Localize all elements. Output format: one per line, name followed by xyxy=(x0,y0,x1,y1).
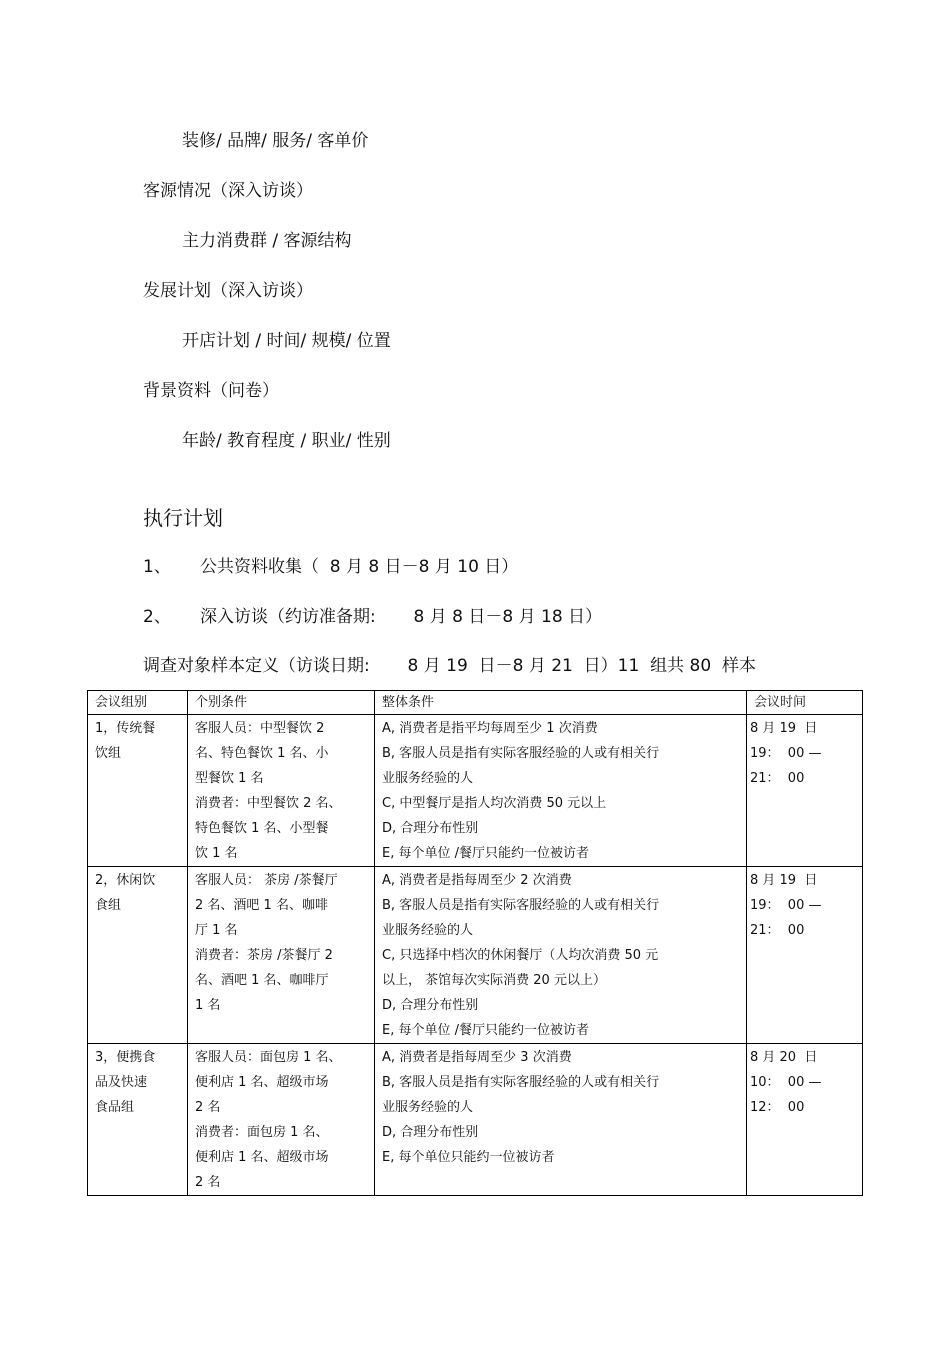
header-group: 会议组别 xyxy=(88,691,188,715)
group-cell-line: 食组 xyxy=(95,898,122,913)
overall-condition-cell-line: A, 消费者是指每周至少 3 次消费 xyxy=(382,1050,572,1065)
individual-condition-cell xyxy=(188,1044,375,1196)
individual-condition-cell-line: 2 名、酒吧 1 名、咖啡 xyxy=(195,898,328,913)
outline-line-4: 发展计划（深入访谈） xyxy=(143,281,313,301)
group-cell-line: 2，休闲饮 xyxy=(95,873,156,888)
meeting-time-cell-line: 21： 00 xyxy=(750,923,805,938)
individual-condition-cell xyxy=(188,867,375,1044)
outline-line-2: 客源情况（深入访谈） xyxy=(143,181,313,201)
header-overall: 整体条件 xyxy=(375,691,747,715)
individual-condition-cell-line: 客服人员：面包房 1 名、 xyxy=(195,1050,342,1065)
outline-line-5: 开店计划 / 时间/ 规模/ 位置 xyxy=(182,331,391,351)
group-cell-line: 3，便携食 xyxy=(95,1050,156,1065)
meeting-time-cell-line: 10： 00 — xyxy=(750,1075,822,1090)
overall-condition-cell-line: B, 客服人员是指有实际客服经验的人或有相关行 xyxy=(382,746,660,761)
individual-condition-cell-line: 厅 1 名 xyxy=(195,923,238,938)
individual-condition-cell-line: 饮 1 名 xyxy=(195,846,238,861)
meeting-time-cell-line: 8 月 19 日 xyxy=(750,873,818,888)
individual-condition-cell-line: 便利店 1 名、超级市场 xyxy=(195,1075,329,1090)
individual-condition-cell-line: 消费者：面包房 1 名、 xyxy=(195,1125,329,1140)
individual-condition-cell-line: 名、特色餐饮 1 名、小 xyxy=(195,746,329,761)
group-cell-line: 饮组 xyxy=(95,746,122,761)
table-row xyxy=(88,1044,863,1196)
individual-condition-cell-line: 名、酒吧 1 名、咖啡厅 xyxy=(195,973,329,988)
meeting-time-cell-line: 19： 00 — xyxy=(750,746,822,761)
outline-line-7: 年龄/ 教育程度 / 职业/ 性别 xyxy=(182,431,391,451)
table-row xyxy=(88,715,863,867)
group-cell-line: 品及快速 xyxy=(95,1075,148,1090)
overall-condition-cell xyxy=(375,867,747,1044)
individual-condition-cell-line: 消费者：中型餐饮 2 名、 xyxy=(195,796,342,811)
overall-condition-cell-line: 以上， 茶馆每次实际消费 20 元以上） xyxy=(382,973,606,988)
group-cell xyxy=(88,867,188,1044)
step-2-text: 深入访谈（约访准备期: 8 月 8 日－8 月 18 日） xyxy=(200,607,603,627)
individual-condition-cell-line: 便利店 1 名、超级市场 xyxy=(195,1150,329,1165)
meeting-time-cell xyxy=(747,715,863,867)
overall-condition-cell-line: E, 每个单位 /餐厅只能约一位被访者 xyxy=(382,846,589,861)
overall-condition-cell-line: 业服务经验的人 xyxy=(382,771,474,786)
individual-condition-cell-line: 2 名 xyxy=(195,1175,221,1190)
meeting-time-cell-line: 19： 00 — xyxy=(750,898,822,913)
individual-condition-cell-line: 客服人员： 茶房 /茶餐厅 xyxy=(195,873,338,888)
group-cell-line: 食品组 xyxy=(95,1100,135,1115)
individual-condition-cell-line: 消费者：茶房 /茶餐厅 2 xyxy=(195,948,333,963)
individual-condition-cell-line: 特色餐饮 1 名、小型餐 xyxy=(195,821,329,836)
meeting-time-cell-line: 8 月 20 日 xyxy=(750,1050,818,1065)
meeting-time-cell xyxy=(747,1044,863,1196)
step-1-text: 公共资料收集（ 8 月 8 日－8 月 10 日） xyxy=(200,557,519,577)
overall-condition-cell-line: D, 合理分布性别 xyxy=(382,1125,479,1140)
overall-condition-cell-line: B, 客服人员是指有实际客服经验的人或有相关行 xyxy=(382,1075,660,1090)
overall-condition-cell-line: A, 消费者是指平均每周至少 1 次消费 xyxy=(382,721,598,736)
table-row xyxy=(88,867,863,1044)
overall-condition-cell-line: C, 只选择中档次的休闲餐厅（人均次消费 50 元 xyxy=(382,948,659,963)
meeting-time-cell xyxy=(747,867,863,1044)
group-cell xyxy=(88,1044,188,1196)
header-individual: 个别条件 xyxy=(188,691,375,715)
meeting-time-cell-line: 8 月 19 日 xyxy=(750,721,818,736)
step-2-number: 2、 xyxy=(143,607,171,627)
group-cell-line: 1，传统餐 xyxy=(95,721,156,736)
individual-condition-cell-line: 客服人员：中型餐饮 2 xyxy=(195,721,325,736)
overall-condition-cell-line: A, 消费者是指每周至少 2 次消费 xyxy=(382,873,572,888)
overall-condition-cell-line: 业服务经验的人 xyxy=(382,1100,474,1115)
table-body xyxy=(88,715,863,1196)
overall-condition-cell-line: D, 合理分布性别 xyxy=(382,821,479,836)
individual-condition-cell-line: 型餐饮 1 名 xyxy=(195,771,264,786)
overall-condition-cell-line: D, 合理分布性别 xyxy=(382,998,479,1013)
sample-definition: 调查对象样本定义（访谈日期: 8 月 19 日－8 月 21 日）11 组共 80 样本 xyxy=(143,656,756,676)
table-header-row xyxy=(88,691,863,715)
group-cell xyxy=(88,715,188,867)
header-time: 会议时间 xyxy=(747,691,863,715)
outline-line-6: 背景资料（问卷） xyxy=(143,381,279,401)
step-1-number: 1、 xyxy=(143,557,171,577)
section-title: 执行计划 xyxy=(143,506,223,530)
overall-condition-cell-line: C, 中型餐厅是指人均次消费 50 元以上 xyxy=(382,796,607,811)
overall-condition-cell-line: 业服务经验的人 xyxy=(382,923,474,938)
overall-condition-cell-line: E, 每个单位只能约一位被访者 xyxy=(382,1150,555,1165)
outline-line-3: 主力消费群 / 客源结构 xyxy=(182,231,352,251)
outline-line-1: 装修/ 品牌/ 服务/ 客单价 xyxy=(182,131,369,151)
meeting-time-cell-line: 21： 00 xyxy=(750,771,805,786)
overall-condition-cell-line: E, 每个单位 /餐厅只能约一位被访者 xyxy=(382,1023,589,1038)
overall-condition-cell-line: B, 客服人员是指有实际客服经验的人或有相关行 xyxy=(382,898,660,913)
overall-condition-cell xyxy=(375,1044,747,1196)
meeting-time-cell-line: 12： 00 xyxy=(750,1100,805,1115)
meeting-schedule-table xyxy=(87,690,863,1196)
overall-condition-cell xyxy=(375,715,747,867)
individual-condition-cell-line: 2 名 xyxy=(195,1100,221,1115)
individual-condition-cell-line: 1 名 xyxy=(195,998,221,1013)
individual-condition-cell xyxy=(188,715,375,867)
